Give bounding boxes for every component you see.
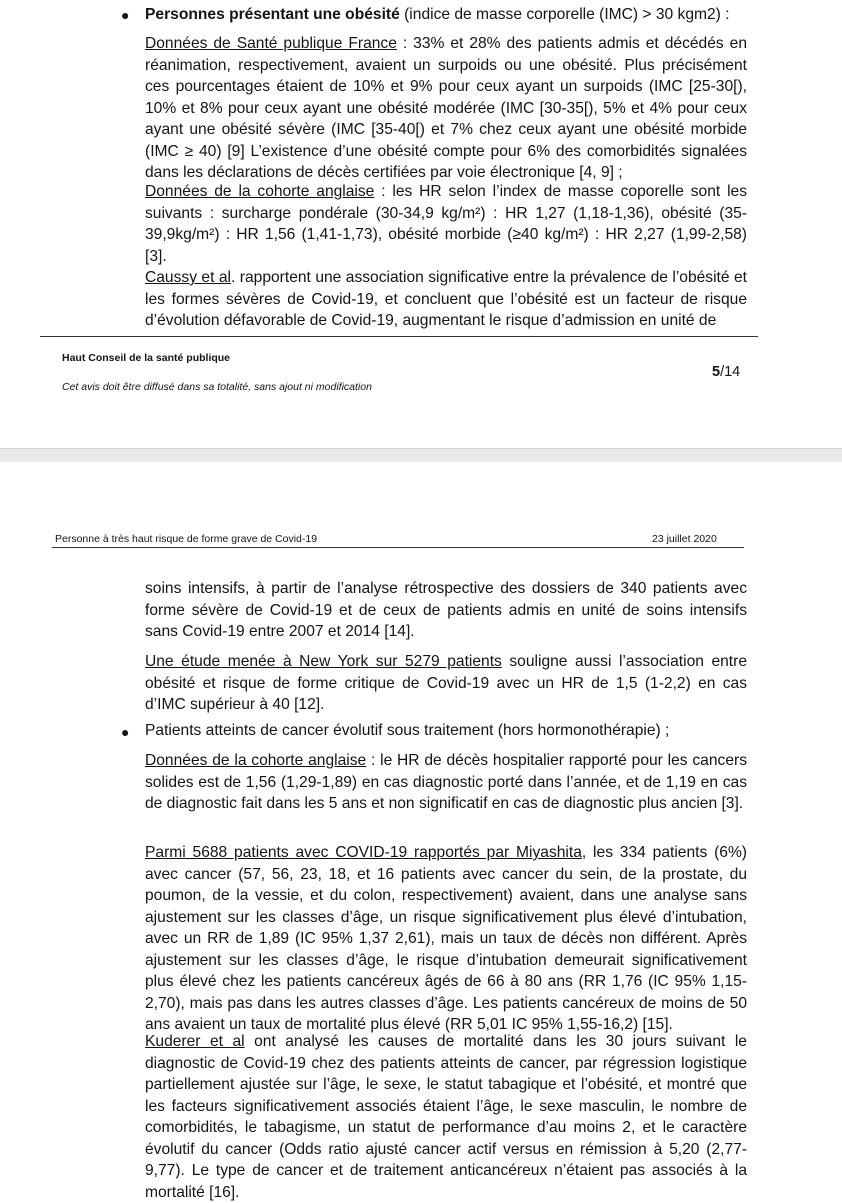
page-6 (0, 462, 842, 1200)
header-divider (52, 547, 744, 548)
link-cohorte-anglaise-cancer[interactable]: Données de la cohorte anglaise (145, 752, 367, 769)
bullet-cancer: Patients atteints de cancer évolutif sous traitement (hors hormonothérapie) ; (145, 722, 670, 739)
paragraph-kuderer (145, 1031, 747, 1203)
paragraph-cohorte-obesity (145, 181, 747, 267)
footer-divider (40, 336, 758, 337)
bullet-obesity (145, 4, 755, 26)
paragraph-caussy-text: . rapportent une association significative entre la prévalence de l’obésité et les formes sévères de Covid-19, et concluent que l’obésité est un facteur de risque d’évolution défavorable de Covid-19, augmentant le risque d’admission en unité de (145, 269, 748, 329)
page-number (712, 364, 740, 380)
paragraph-new-york (145, 651, 747, 716)
link-new-york[interactable]: Une étude menée à New York sur 5279 patients (145, 653, 502, 670)
link-kuderer[interactable]: Kuderer et al (145, 1033, 245, 1050)
paragraph-spf (145, 33, 747, 184)
paragraph-soins-intensifs (145, 578, 747, 643)
paragraph-miyashita-text: , les 334 patients (6%) avec cancer (57, 56, 23, 18, et 16 patients avec cancer du sein, de la prostate, du poumon, de la vessie, et du colon, respectivement) avaient, dans une analyse sans ajustement sur les classes d’âge, un risque significativement plus élevé d’intubation, avec un RR de 1,89 (IC 95% 1,37 2,61), mais un taux de décès non différent. Après ajustement sur les classes d’âge, le risque d’intubation demeurait significativement plus élevé chez les patients cancéreux âgés de 66 à 80 ans (RR 1,76 (IC 95% 1,15-2,70), mais pas dans les autres classes d’âge. Les patients cancéreux de moins de 50 ans avaient un taux de mortalité plus élevé (RR 5,01 IC 95% 1,55-16,2) [15]. (145, 844, 748, 1033)
header-date: 23 juillet 2020 (652, 533, 717, 545)
paragraph-cohorte-cancer (145, 750, 747, 815)
paragraph-new-york-text: souligne aussi l’association entre obésité et risque de forme critique de Covid-19 avec un HR de 1,5 (1-2,2) en cas d’IMC supérieur à 40 [12]. (145, 653, 747, 713)
paragraph-caussy (145, 267, 747, 332)
link-spf[interactable]: Données de Santé publique France (145, 35, 397, 52)
footer-note: Cet avis doit être diffusé dans sa totalité, sans ajout ni modification (62, 381, 372, 393)
header-title: Personne à très haut risque de forme grave de Covid-19 (55, 533, 318, 545)
footer-org: Haut Conseil de la santé publique (62, 352, 231, 364)
bullet-obesity-title: Personnes présentant une obésité (145, 6, 400, 23)
paragraph-cohorte-cancer-text: : le HR de décès hospitalier rapporté pour les cancers solides est de 1,56 (1,29-1,89) en cas diagnostic porté dans l’année, et de 1,19 en cas de diagnostic fait dans les 5 ans et non significatif en cas de diagnostic plus ancien [3]. (145, 752, 747, 812)
paragraph-soins-intensifs-text: soins intensifs, à partir de l’analyse rétrospective des dossiers de 340 patients avec forme sévère de Covid-19 et de ceux de patients admis en unité de soins intensifs sans Covid-19 entre 2007 et 2014 [14]. (145, 580, 747, 640)
link-caussy[interactable]: Caussy et al (145, 269, 232, 286)
bullet-marker: ● (121, 724, 130, 740)
paragraph-miyashita (145, 842, 747, 1036)
bullet-marker: ● (121, 7, 130, 23)
link-miyashita[interactable]: Parmi 5688 patients avec COVID-19 rapportés par Miyashita (145, 844, 582, 861)
page-current: 5 (712, 364, 721, 380)
paragraph-spf-text: : 33% et 28% des patients admis et décédés en réanimation, respectivement, avaient un surpoids ou une obésité. Plus précisément ces pourcentages étaient de 10% et 9% pour ceux ayant un surpoids (IMC [25-30[), 10% et 8% pour ceux ayant une obésité modérée (IMC [30-35[), 5% et 4% pour ceux ayant une obésité sévère (IMC [35-40[) et 7% chez ceux ayant une obésité morbide (IMC ≥ 40) [9] L’existence d’une obésité compte pour 6% des comorbidités signalées dans les déclarations de décès certifiées par voie électronique [4, 9] ; (145, 35, 747, 181)
page-total: /14 (720, 364, 741, 380)
page-5 (0, 0, 842, 450)
link-cohorte-anglaise[interactable]: Données de la cohorte anglaise (145, 183, 375, 200)
paragraph-cohorte-obesity-text: : les HR selon l’index de masse coporelle sont les suivants : surcharge pondérale (30-34,9 kg/m²) : HR 1,27 (1,18-1,36), obésité (35-39,9kg/m²) : HR 1,56 (1,41-1,73), obésité morbide (≥40 kg/m²) : HR 2,27 (1,99-2,58) [3]. (145, 183, 748, 265)
paragraph-kuderer-text: ont analysé les causes de mortalité dans les 30 jours suivant le diagnostic de Covid-19 chez des patients atteints de cancer, par régression logistique partiellement ajustée sur l’âge, le sexe, le statut tabagique et l’obésité, et montré que les facteurs significativement associés étaient l’âge, le sexe masculin, le nombre de comorbidités, le tabagisme, un statut de performance d’au moins 2, et le caractère évolutif du cancer (Odds ratio ajusté cancer actif versus en rémission à 5,20 (2,77-9,77). Le type de cancer et de traitement anticancéreux n’étaient pas associés à la mortalité [16]. (145, 1033, 747, 1201)
bullet-obesity-rest: (indice de masse corporelle (IMC) > 30 kgm2) : (399, 6, 730, 23)
